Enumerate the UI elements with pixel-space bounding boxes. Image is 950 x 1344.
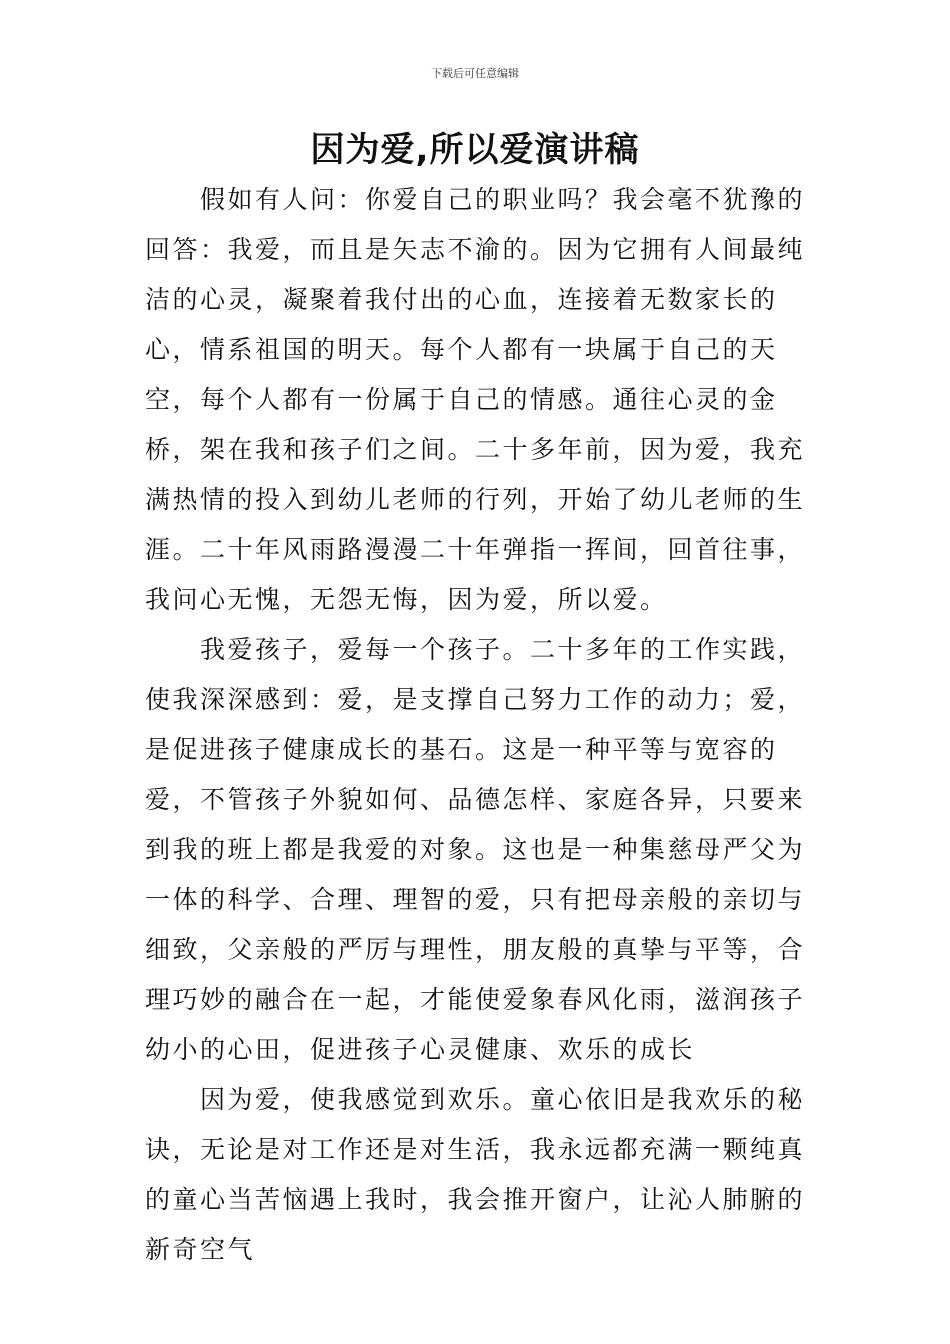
paragraph-2: 我爱孩子，爱每一个孩子。二十多年的工作实践，使我深深感到：爱，是支撑自己努力工作的动力；爱，是促进孩子健康成长的基石。这是一种平等与宽容的爱，不管孩子外貌如何、品德怎样、家庭各异，只要来到我的班上都是我爱的对象。这也是一种集慈母严父为一体的科学、合理、理智的爱，只有把母亲般的亲切与细致，父亲般的严厉与理性，朋友般的真挚与平等，合理巧妙的融合在一起，才能使爱象春风化雨，滋润孩子幼小的心田，促进孩子心灵健康、欢乐的成长 xyxy=(145,635,806,1064)
document-body xyxy=(145,175,810,1275)
paragraph-3: 因为爱，使我感觉到欢乐。童心依旧是我欢乐的秘诀，无论是对工作还是对生活，我永远都充满一颗纯真的童心当苦恼遇上我时，我会推开窗户，让沁人肺腑的新奇空气 xyxy=(145,1085,806,1264)
paragraph-1: 假如有人问：你爱自己的职业吗？我会毫不犹豫的回答：我爱，而且是矢志不渝的。因为它拥有人间最纯洁的心灵，凝聚着我付出的心血，连接着无数家长的心，情系祖国的明天。每个人都有一块属于自己的天空，每个人都有一份属于自己的情感。通往心灵的金桥，架在我和孩子们之间。二十多年前，因为爱，我充满热情的投入到幼儿老师的行列，开始了幼儿老师的生涯。二十年风雨路漫漫二十年弹指一挥间，回首往事，我问心无愧，无怨无悔，因为爱，所以爱。 xyxy=(145,185,806,614)
document-title: 因为爱,所以爱演讲稿 xyxy=(310,130,640,170)
page-header-note: 下载后可任意编辑 xyxy=(431,67,519,80)
